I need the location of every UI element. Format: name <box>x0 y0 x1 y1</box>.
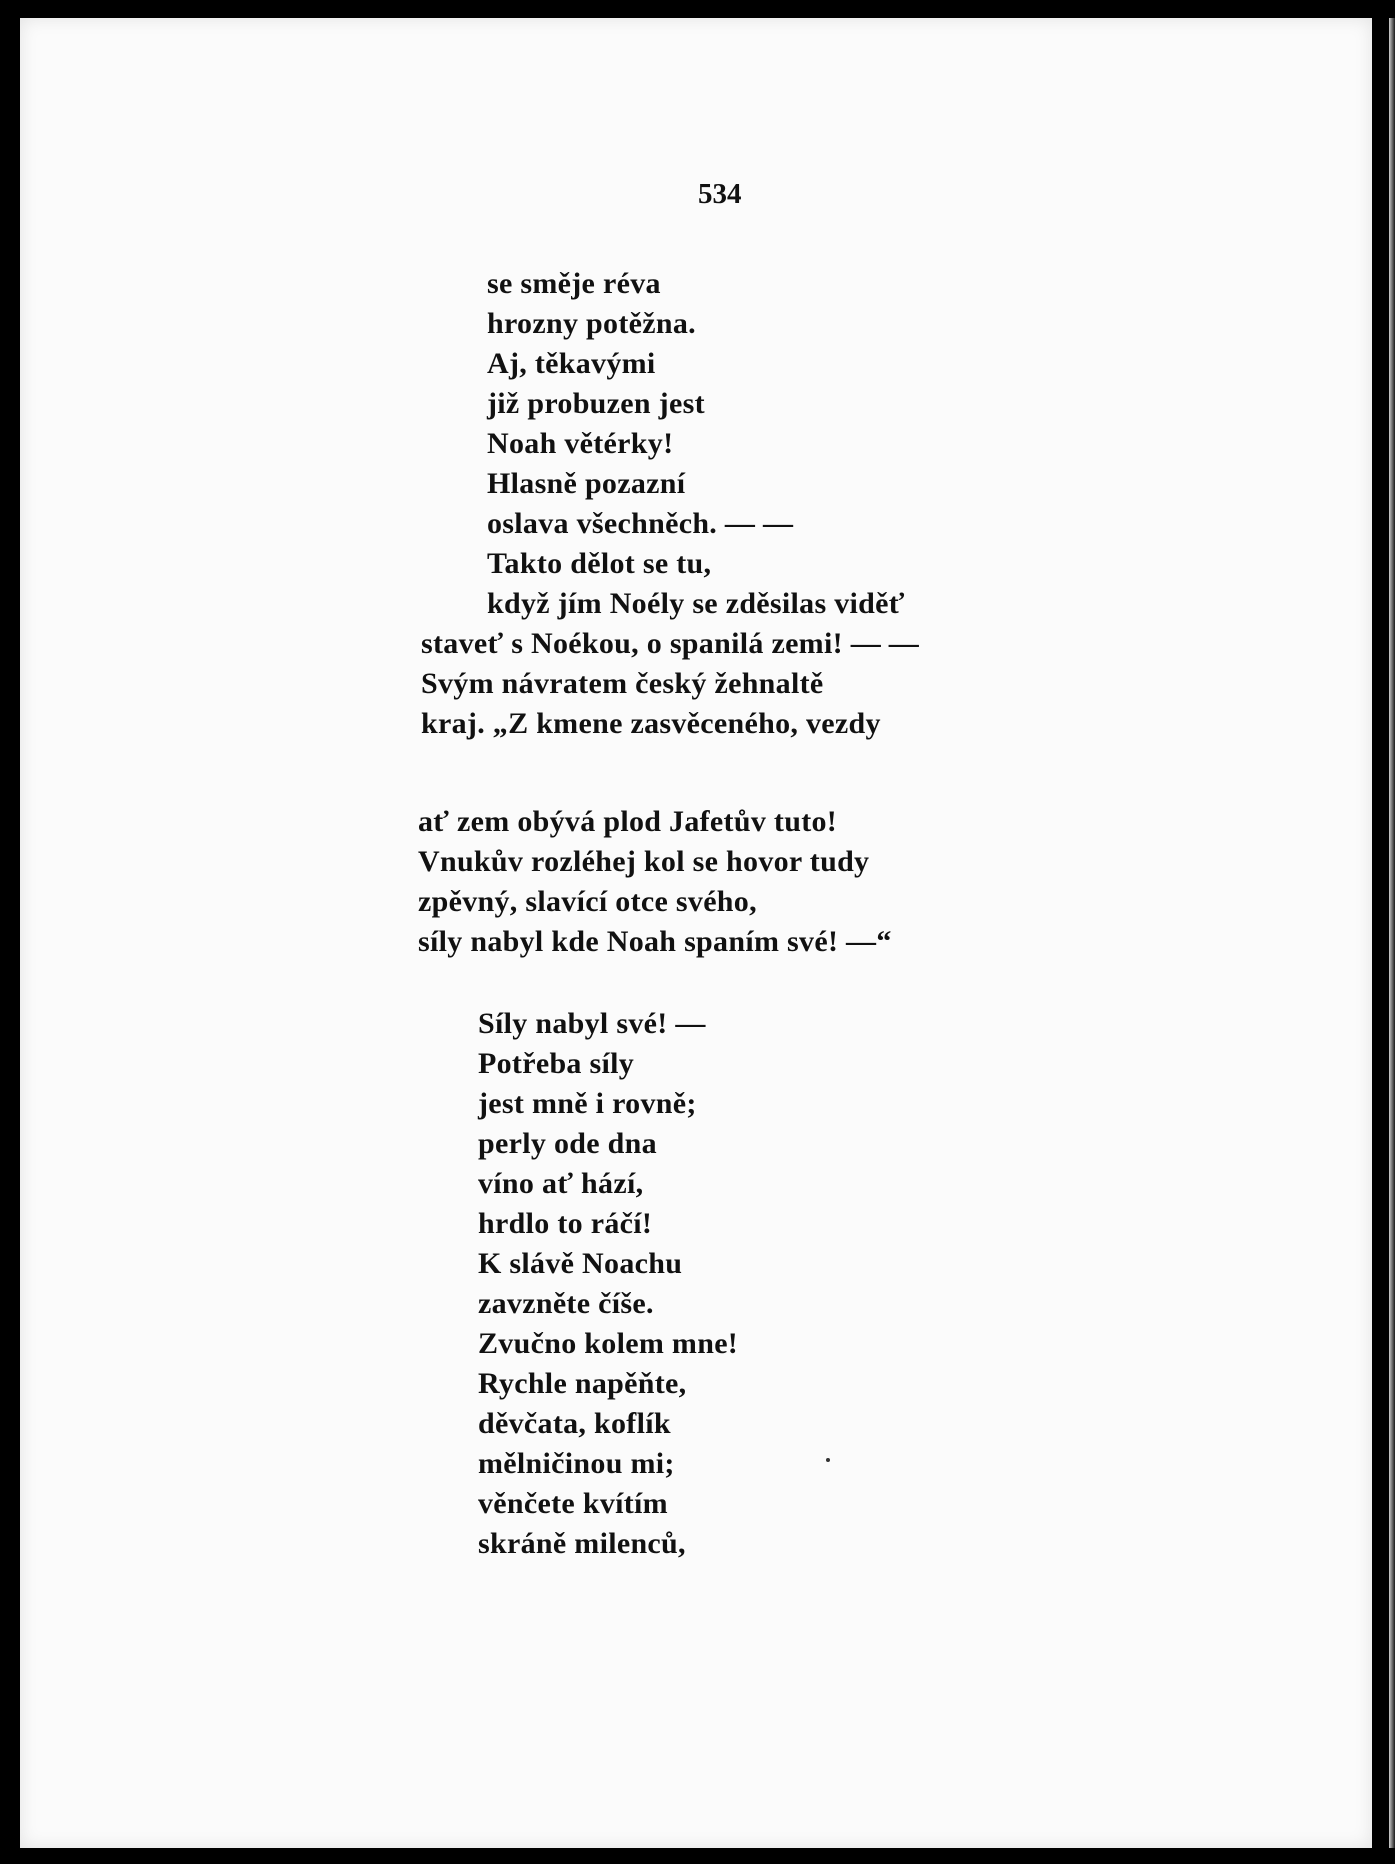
poem-stanza-1 <box>421 264 919 744</box>
page-edge-shadow <box>1389 18 1395 1848</box>
poem-line: kraj. „Z kmene zasvěceného, vezdy <box>421 707 881 740</box>
poem-line: jest mně i rovně; <box>478 1087 697 1120</box>
poem-line: zpěvný, slavící otce svého, <box>418 885 757 918</box>
poem-line: perly ode dna <box>478 1127 657 1160</box>
poem-line: hrozny potěžna. <box>487 307 696 340</box>
poem-line: Zvučno kolem mne! <box>478 1327 739 1360</box>
poem-line: hrdlo to ráčí! <box>478 1207 653 1240</box>
poem-line: se směje réva <box>487 267 661 300</box>
poem-line: síly nabyl kde Noah spaním své! —“ <box>418 925 892 958</box>
poem-line: oslava všechněch. — — <box>487 507 794 540</box>
poem-line: věnčete kvítím <box>478 1487 668 1520</box>
poem-line: Hlasně pozazní <box>487 467 686 500</box>
poem-line: děvčata, koflík <box>478 1407 671 1440</box>
poem-line: Noah větérky! <box>487 427 674 460</box>
poem-line: víno ať hází, <box>478 1167 644 1200</box>
poem-line: Aj, těkavými <box>487 347 656 380</box>
poem-line: staveť s Noékou, o spanilá zemi! — — <box>421 627 920 660</box>
poem-stanza-3 <box>478 1004 738 1564</box>
poem-line: Takto dělot se tu, <box>487 547 712 580</box>
poem-line: zavzněte číše. <box>478 1287 654 1320</box>
poem-line: když jím Noély se zděsilas viděť <box>487 587 905 620</box>
poem-line: již probuzen jest <box>487 387 705 420</box>
poem-line: Potřeba síly <box>478 1047 635 1080</box>
poem-stanza-2 <box>418 802 892 962</box>
page-number: 534 <box>698 178 742 210</box>
print-speck <box>826 1458 830 1462</box>
poem-line: Vnukův rozléhej kol se hovor tudy <box>418 845 870 878</box>
poem-line: Rychle napěňte, <box>478 1367 687 1400</box>
poem-line: Svým návratem český žehnaltě <box>421 667 824 700</box>
poem-line: Síly nabyl své! — <box>478 1007 706 1040</box>
poem-line: mělničinou mi; <box>478 1447 675 1480</box>
poem-line: K slávě Noachu <box>478 1247 683 1280</box>
poem-line: ať zem obývá plod Jafetův tuto! <box>418 805 838 838</box>
poem-line: skráně milenců, <box>478 1527 686 1560</box>
